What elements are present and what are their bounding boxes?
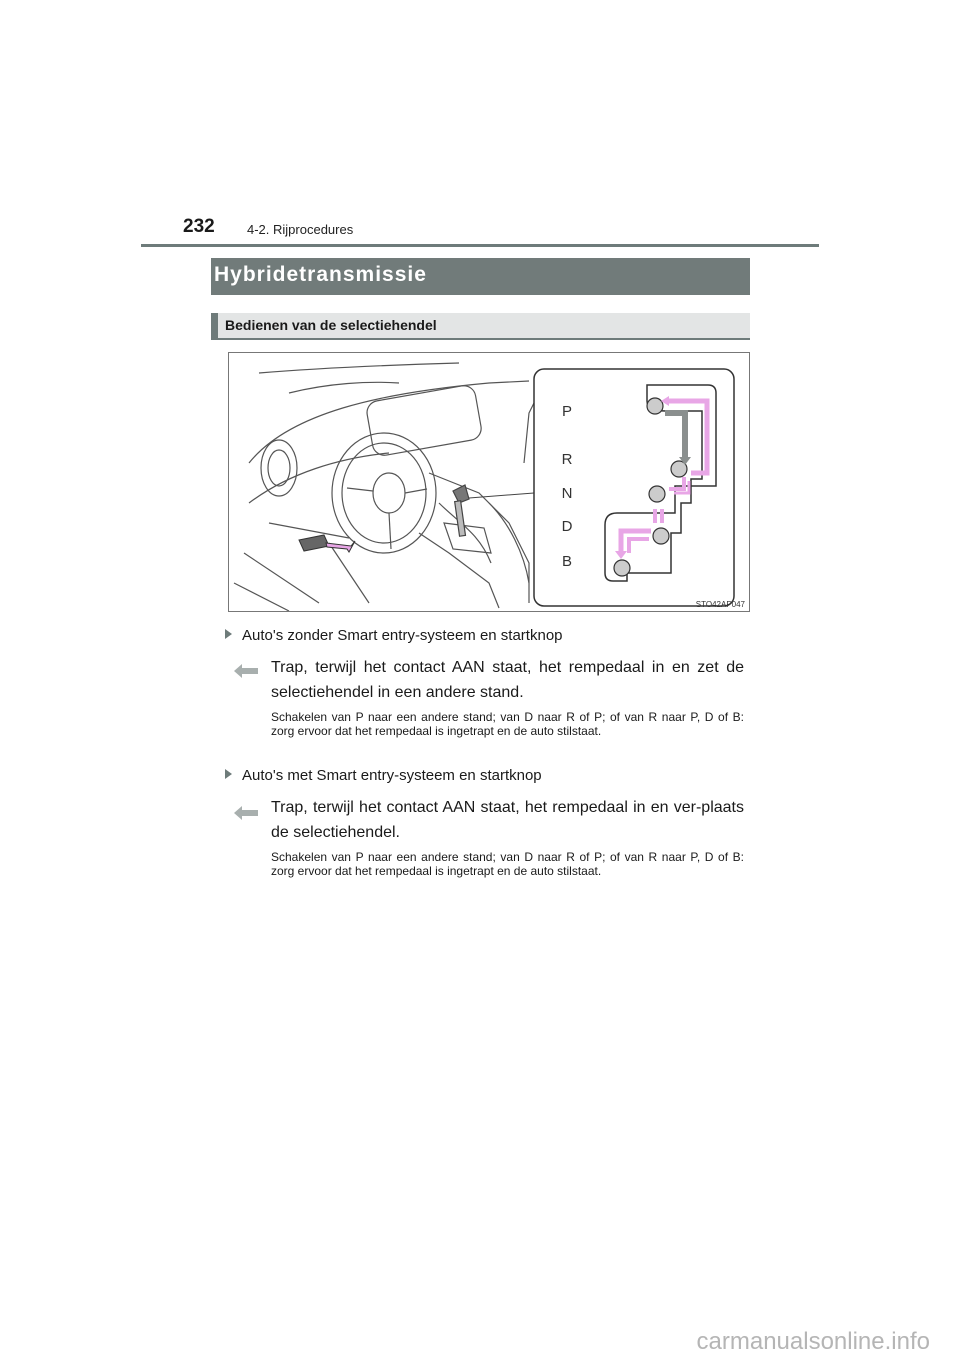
step-text: Trap, terwijl het contact AAN staat, het rempedaal in en zet de selectiehendel in een andere stand. [271,659,744,701]
step-arrow-icon [233,804,259,822]
bullet-triangle-icon [225,629,232,639]
step-text: Trap, terwijl het contact AAN staat, het rempedaal in en ver-plaats de selectiehendel. [271,799,744,841]
page-title-bar [211,258,750,295]
note-text: Schakelen van P naar een andere stand; van D naar R of P; of van R naar P, D of B: zorg ervoor dat het rempedaal is ingetrapt en de auto stilstaat. [271,710,744,738]
note-text: Schakelen van P naar een andere stand; van D naar R of P; of van R naar P, D of B: zorg ervoor dat het rempedaal is ingetrapt en de auto stilstaat. [271,850,744,878]
section-heading-without-smart-entry [225,627,563,644]
subheading-bar [211,313,750,340]
dashboard-drawing [229,353,750,612]
shift-position-d: D [561,518,573,535]
shift-lever-illustration [228,352,750,612]
section-heading-text: Auto's met Smart entry-systeem en startknop [242,767,542,784]
shift-position-p: P [561,403,572,420]
shift-position-r: R [561,451,573,468]
section-heading-text: Auto's zonder Smart entry-systeem en startknop [242,627,563,644]
figure-code: STO42AP047 [695,600,745,609]
subheading: Bedienen van de selectiehendel [225,317,437,333]
header-rule [141,244,819,247]
shift-position-b: B [561,553,572,570]
section-heading-with-smart-entry [225,767,542,784]
shift-position-n: N [561,485,573,502]
bullet-triangle-icon [225,769,232,779]
watermark: carmanualsonline.info [696,1328,930,1355]
step-arrow-icon [233,662,259,680]
subheading-accent [211,313,218,338]
page-number: 232 [183,216,215,237]
chapter-label: 4-2. Rijprocedures [247,222,354,237]
page-title: Hybridetransmissie [214,263,427,286]
